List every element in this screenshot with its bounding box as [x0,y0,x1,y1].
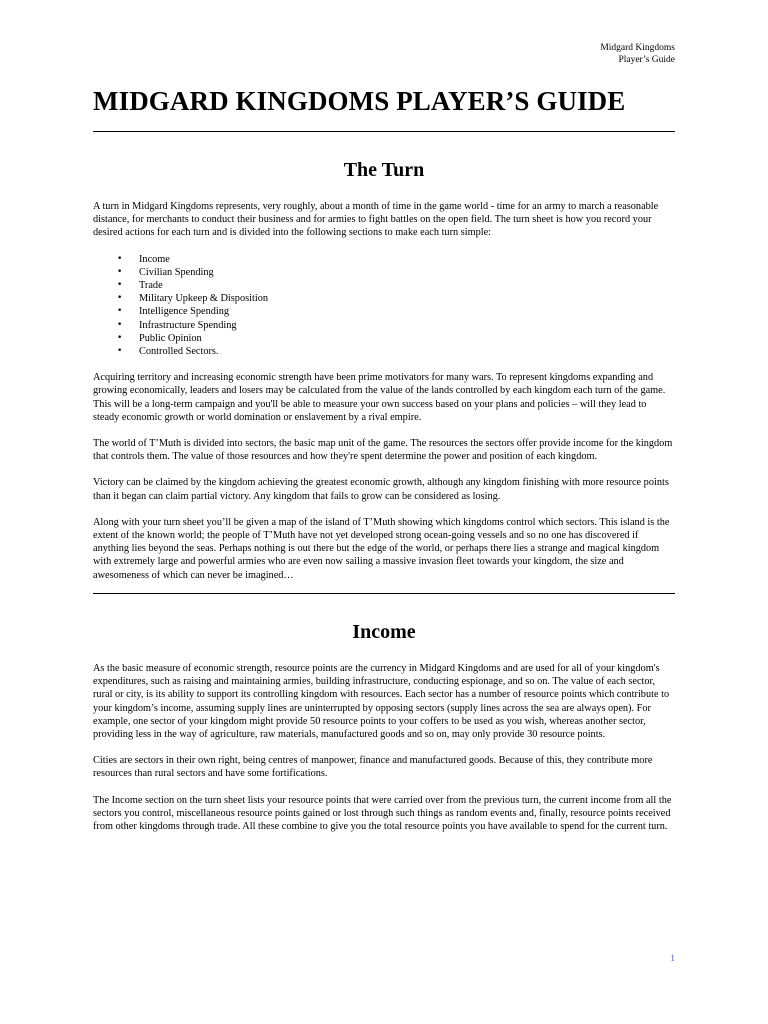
paragraph: Victory can be claimed by the kingdom achieving the greatest economic growth, although any kingdom finishing with more resource points than it began can claim partial victory. Any kingdom that fails to grow can be considered as losing. [93,477,669,502]
section-the-turn [93,158,675,595]
list-item: • Infrastructure Spending [139,319,675,332]
section-income [93,620,675,846]
section-heading: The Turn [343,159,425,181]
document-page [93,0,675,1024]
list-item: • Trade [139,279,675,292]
paragraph: A turn in Midgard Kingdoms represents, very roughly, about a month of time in the game world - time for an army to march a reasonable distance, for merchants to conduct their business and for armies to fight battles on the open field. The turn sheet is how you record your desired actions for each turn and is divided into the following sections to make each turn simple: [93,201,659,239]
paragraph: As the basic measure of economic strength, resource points are the currency in Midgard Kingdoms and are used for all of your kingdom's expenditures, such as raising and maintaining armies, building infrastructure, conducting espionage, and so on. The value of each sector, rural or city, is its ability to support its controlling kingdom with resources. Each sector has a number of resource points which contribute to your kingdom’s income, assuming supply lines are uninterrupted by opposing sectors (supply lines across the sea are always open). For example, one sector of your kingdom might provide 50 resource points to your coffers to be used as you wish, whereas another sector, providing less in the way of agriculture, raw materials, manufactured goods and so on, may only provide 30 resource points. [93,663,670,741]
section-divider [93,593,675,594]
list-item: • Civilian Spending [139,266,675,279]
paragraph: Along with your turn sheet you’ll be given a map of the island of T’Muth showing which kingdoms control which sectors. This island is the extent of the known world; the people of T’Muth have not yet developed strong ocean-going vessels and so no one has discovered if anything lies beyond the seas. Perhaps nothing is out there but the edge of the world, or perhaps there lies a strange and magical kingdom with extremely large and powerful armies who are even now sailing a massive invasion fleet towards your kingdom, the size and awesomeness of which can never be imagined… [93,516,670,581]
list-item: • Public Opinion [139,332,675,345]
document-title: MIDGARD KINGDOMS PLAYER’S GUIDE [93,86,626,116]
list-item: • Income [139,253,675,266]
running-header [600,42,675,66]
title-divider [93,131,675,132]
section-heading: Income [352,621,416,643]
paragraph: Acquiring territory and increasing economic strength have been prime motivators for many wars. To represent kingdoms expanding and growing economically, leaders and losers may be calculated from the value of the lands controlled by each kingdom each turn of the game. This will be a long-term campaign and you'll be able to measure your own success based on your plans and policies – will they lead to steady economic growth or world domination or enslavement by a rival empire. [93,372,666,423]
running-header-line-2: Player’s Guide [618,55,675,65]
turn-sheet-sections-list [93,253,675,359]
running-header-line-1: Midgard Kingdoms [600,43,675,53]
paragraph: Cities are sectors in their own right, being centres of manpower, finance and manufactured goods. Because of this, they contribute more resources than rural sectors and have some fortifications. [93,755,653,780]
list-item: • Controlled Sectors. [139,345,675,358]
list-item: • Military Upkeep & Disposition [139,292,675,305]
list-item: • Intelligence Spending [139,305,675,318]
paragraph: The world of T’Muth is divided into sectors, the basic map unit of the game. The resources the sectors offer provide income for the kingdom that controls them. The value of those resources and how they're spent determine the power and position of each kingdom. [93,438,673,463]
paragraph: The Income section on the turn sheet lists your resource points that were carried over from the previous turn, the current income from all the sectors you control, miscellaneous resource points gained or lost through such things as random events and, finally, resource points received from other kingdoms through trade. All these combine to give you the total resource points you have available to spend for the current turn. [93,794,672,833]
page-number: 1 [670,954,675,964]
